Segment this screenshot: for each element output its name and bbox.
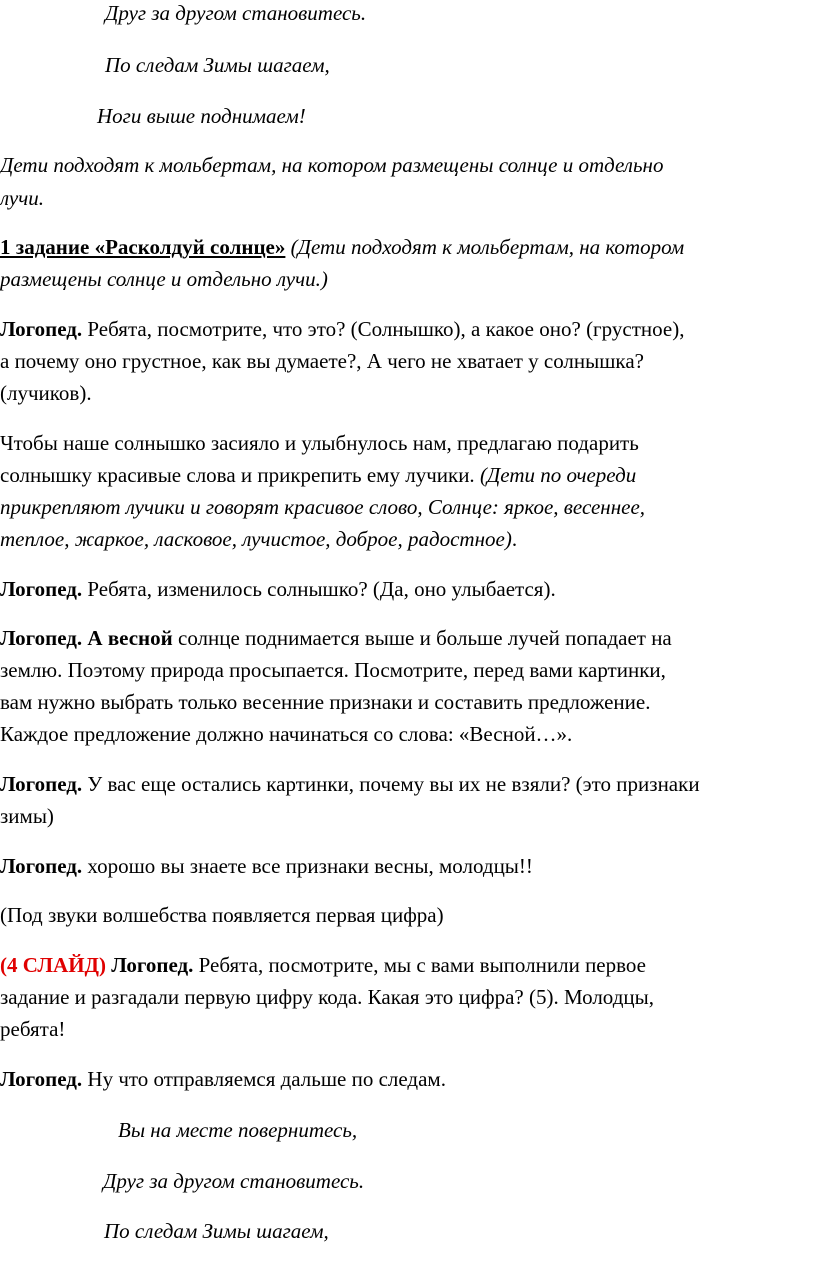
speaker-label: Логопед. — [111, 953, 194, 977]
paragraph-line: Логопед. А весной солнце поднимается выше и больше лучей попадает на — [0, 626, 672, 650]
paragraph-line: (лучиков). — [0, 381, 92, 405]
paragraph-line: прикрепляют лучики и говорят красивое слово, Солнце: яркое, весеннее, — [0, 495, 646, 519]
poem-line: По следам Зимы шагаем, — [104, 1219, 329, 1243]
poem-line: По следам Зимы шагаем, — [105, 53, 330, 77]
poem-line: Друг за другом становитесь. — [103, 1169, 365, 1193]
paragraph-line: солнышку красивые слова и прикрепить ему лучики. (Дети по очереди — [0, 463, 637, 487]
task-note: (Дети подходят к мольбертам, на котором — [285, 235, 685, 259]
task-title: 1 задание «Расколдуй солнце» — [0, 235, 286, 259]
poem-line: Друг за другом становитесь. — [105, 1, 367, 25]
poem-line: Вы на месте повернитесь, — [118, 1118, 358, 1142]
slide-marker: (4 СЛАЙД) — [0, 953, 106, 977]
paragraph-line: вам нужно выбрать только весенние признаки и составить предложение. — [0, 690, 651, 714]
paragraph-line: Каждое предложение должно начинаться со слова: «Весной…». — [0, 722, 573, 746]
speaker-label: Логопед. — [0, 772, 83, 796]
paragraph-line: землю. Поэтому природа просыпается. Посмотрите, перед вами картинки, — [0, 658, 666, 682]
paragraph-line: теплое, жаркое, ласковое, лучистое, доброе, радостное). — [0, 527, 518, 551]
paragraph-line: задание и разгадали первую цифру кода. Какая это цифра? (5). Молодцы, — [0, 985, 654, 1009]
paragraph-line: ребята! — [0, 1017, 66, 1041]
paragraph-line: (4 СЛАЙД) Логопед. Ребята, посмотрите, мы с вами выполнили первое — [0, 953, 646, 977]
paragraph-line: (Под звуки волшебства появляется первая цифра) — [0, 903, 444, 927]
intro-line: Дети подходят к мольбертам, на котором размещены солнце и отдельно — [0, 153, 664, 177]
task-heading-line — [0, 237, 684, 258]
paragraph-line: а почему оно грустное, как вы думаете?, А чего не хватает у солнышка? — [0, 349, 644, 373]
paragraph-line: зимы) — [0, 804, 54, 828]
speaker-label: Логопед. — [0, 1067, 83, 1091]
poem-line: Ноги выше поднимаем! — [97, 104, 306, 128]
paragraph-line: Логопед. Ну что отправляемся дальше по следам. — [0, 1067, 446, 1091]
paragraph-line: Логопед. У вас еще остались картинки, почему вы их не взяли? (это признаки — [0, 772, 700, 796]
intro-line: лучи. — [0, 186, 44, 210]
paragraph-line: Логопед. хорошо вы знаете все признаки весны, молодцы!! — [0, 854, 533, 878]
paragraph-line: Чтобы наше солнышко засияло и улыбнулось нам, предлагаю подарить — [0, 431, 639, 455]
paragraph-line: Логопед. Ребята, посмотрите, что это? (Солнышко), а какое оно? (грустное), — [0, 317, 685, 341]
speaker-label: Логопед. — [0, 626, 83, 650]
speaker-label: Логопед. — [0, 317, 83, 341]
task-note-line: размещены солнце и отдельно лучи.) — [0, 267, 328, 291]
paragraph-line: Логопед. Ребята, изменилось солнышко? (Да, оно улыбается). — [0, 577, 556, 601]
speaker-label: Логопед. — [0, 577, 83, 601]
speaker-label: Логопед. — [0, 854, 83, 878]
